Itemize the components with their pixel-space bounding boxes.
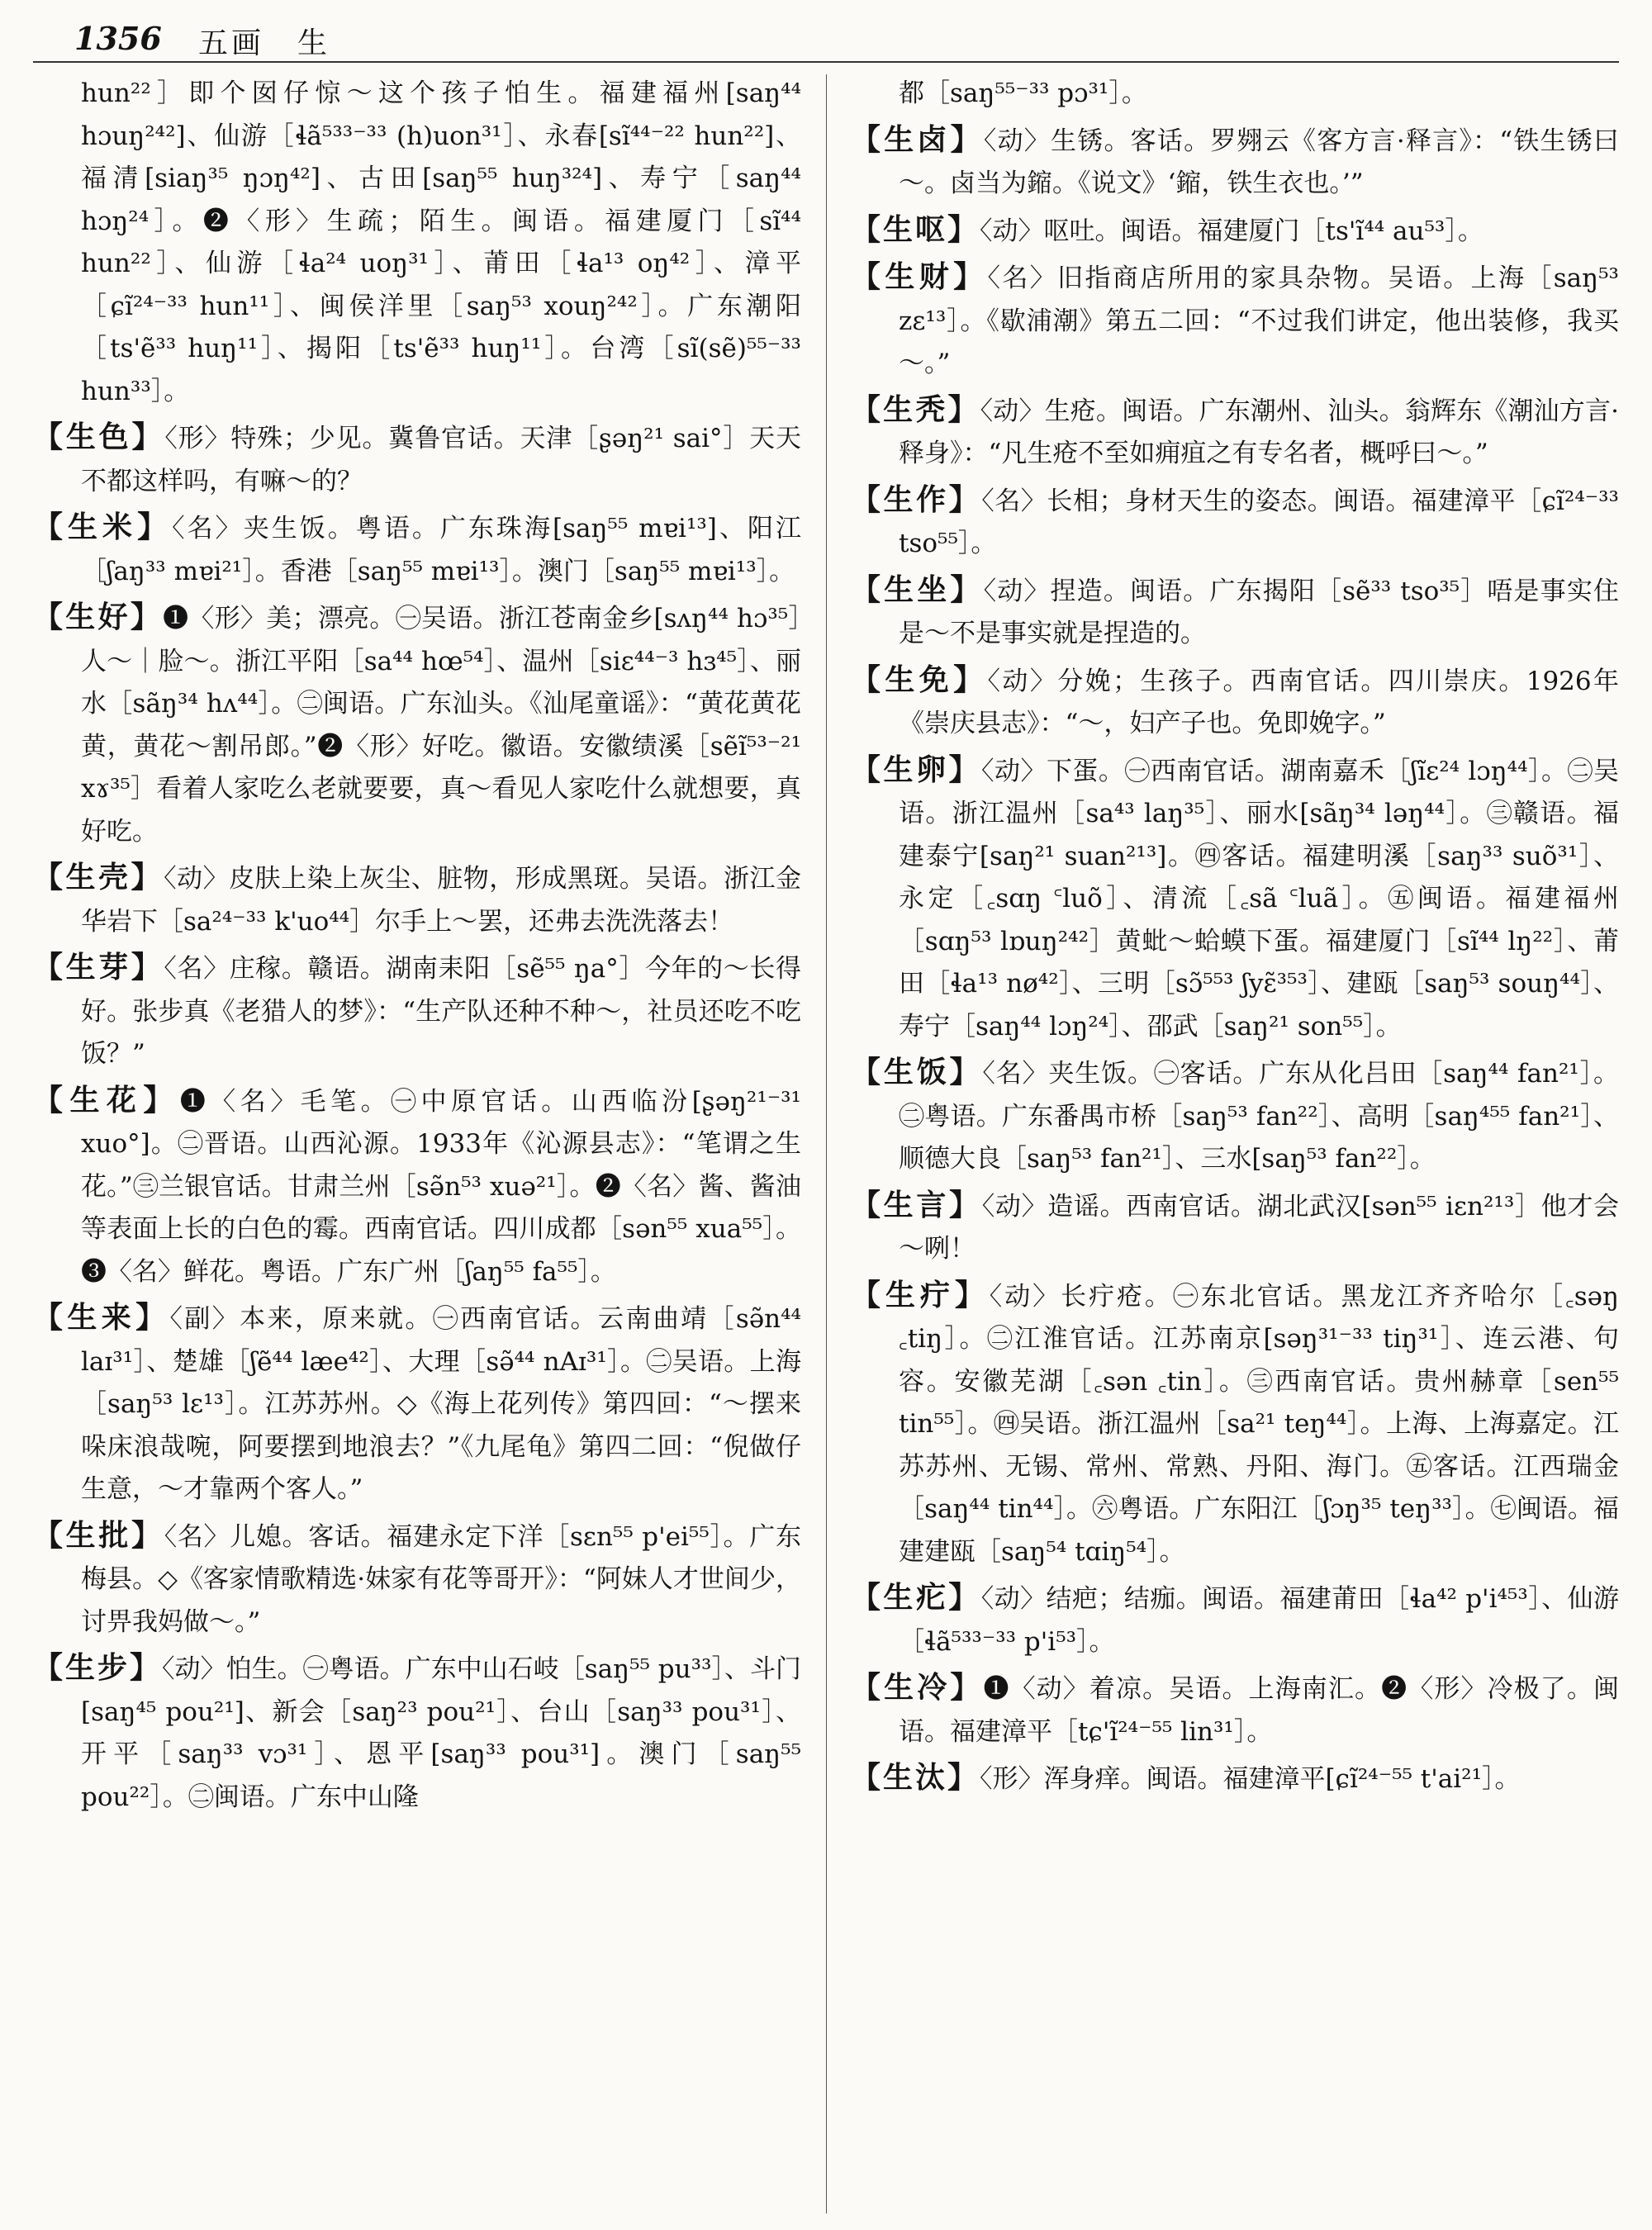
entry-headword: 【生来】: [33, 1300, 170, 1335]
column-divider: [826, 74, 827, 2213]
entry-text: 〈动〉分娩；生孩子。西南官话。四川崇庆。1926年《崇庆县志》：“～，妇产子也。免即娩字。”: [899, 666, 1619, 738]
entry-headword: 【生言】: [851, 1187, 982, 1222]
dictionary-entry: [851, 1274, 1619, 1574]
entry-text: 〈名〉庄稼。赣语。湖南耒阳［sẽ⁵⁵ ŋa°］今年的～长得好。张步真《老猎人的梦》：“生产队还种不种～，社员还吃不吃饭？”: [81, 954, 801, 1069]
dictionary-entry: [33, 1297, 801, 1511]
dictionary-entry: [33, 947, 801, 1076]
entry-headword: 【生壳】: [33, 860, 164, 894]
entry-headword: 【生饭】: [851, 1055, 983, 1089]
entry-text: 〈名〉儿媳。客话。福建永定下洋［sɛn⁵⁵ p'ei⁵⁵］。广东梅县。◇《客家情歌精选·妹家有花等哥开》：“阿妹人才世间少，讨畀我妈做～。”: [81, 1521, 801, 1637]
dictionary-entry: [33, 856, 801, 943]
dictionary-entry: [851, 569, 1619, 656]
dictionary-entry: [851, 479, 1619, 566]
entry-headword: 【生呕】: [851, 211, 980, 247]
entry-headword: 【生芽】: [33, 950, 164, 985]
entry-text: hun²²］即个囡仔惊～这个孩子怕生。福建福州[saŋ⁴⁴ hɔuŋ²⁴²]、仙游［ɬã⁵³³⁻³³ (h)uon³¹］、永春[sĩ⁴⁴⁻²² hun²²]、福清[siaŋ³⁵ ŋɔŋ⁴²]、古田[saŋ⁵⁵ huŋ³²⁴]、寿宁［saŋ⁴⁴ hɔŋ²⁴］。❷〈形〉生疏；陌生。闽语。福建厦门［sĩ⁴⁴ hun²²］、仙游［ɬa²⁴ uoŋ³¹］、莆田［ɬa¹³ oŋ⁴²］、漳平［ɕĩ²⁴⁻³³ hun¹¹］、闽侯洋里［saŋ⁵³ xouŋ²⁴²］。广东潮阳［ts'ẽ³³ huŋ¹¹］、揭阳［ts'ẽ³³ huŋ¹¹］。台湾［sĩ(sẽ)⁵⁵⁻³³ hun³³］。: [81, 78, 801, 406]
entry-text: 〈名〉夹生饭。粤语。广东珠海[saŋ⁵⁵ mɐi¹³]、阳江［ʃaŋ³³ mɐi²¹］。香港［saŋ⁵⁵ mɐi¹³］。澳门［saŋ⁵⁵ mɐi¹³］。: [81, 514, 801, 586]
dictionary-entry: [851, 256, 1619, 386]
entry-text: 〈动〉皮肤上染上灰尘、脏物，形成黑斑。吴语。浙江金华岩下［sa²⁴⁻³³ k'uo⁴⁴］尔手上～罢，还弗去洗洗落去！: [81, 864, 801, 937]
page-header: [33, 12, 1619, 63]
dictionary-entry: [851, 1051, 1619, 1181]
dictionary-entry: [33, 71, 801, 413]
dictionary-entry: [33, 596, 801, 853]
entry-text: 都［saŋ⁵⁵⁻³³ pɔ³¹］。: [899, 78, 1147, 108]
entry-headword: 【生财】: [851, 259, 988, 294]
entry-headword: 【生米】: [33, 510, 173, 544]
entry-text: 〈动〉下蛋。㊀西南官话。湖南嘉禾［ʃĩɛ²⁴ lɔŋ⁴⁴］。㊁吴语。浙江温州［sa⁴³ laŋ³⁵］、丽水[sãŋ³⁴ ləŋ⁴⁴］。㊂赣语。福建泰宁[saŋ²¹ suan²¹³]。㊃客话。福建明溪［saŋ³³ suõ³¹］、永定［꜀sɑŋ ꜂luõ］、清流［꜀sã ꜂luã］。㊄闽语。福建福州［sɑŋ⁵³ lɒuŋ²⁴²］黄蚍～蛤蟆下蛋。福建厦门［sĩ⁴⁴ lŋ²²］、莆田［ɬa¹³ nø⁴²］、三明［sɔ̃⁵⁵³ ʃyɛ̃³⁵³］、建瓯［saŋ⁵³ souŋ⁴⁴］、寿宁［saŋ⁴⁴ lɔŋ²⁴］、邵武［saŋ²¹ son⁵⁵］。: [899, 756, 1619, 1041]
entry-headword: 【生步】: [33, 1650, 163, 1685]
dictionary-entry: [851, 749, 1619, 1049]
dictionary-entry: [851, 1757, 1619, 1801]
entry-text: 〈动〉呕吐。闽语。福建厦门［ts'ĩ⁴⁴ au⁵³］。: [980, 216, 1483, 246]
entry-headword: 【生免】: [851, 662, 988, 697]
entry-headword: 【生色】: [33, 420, 165, 454]
entry-text: ❶〈名〉毛笔。㊀中原官话。山西临汾[ʂəŋ²¹⁻³¹ xuo°]。㊁晋语。山西沁源。1933年《沁源县志》：“笔谓之生花。”㊂兰银官话。甘肃兰州［sə̃n⁵³ xuə²¹］。❷〈名〉酱、酱油等表面上长的白色的霉。西南官话。四川成都［sən⁵⁵ xua⁵⁵］。❸〈名〉鲜花。粤语。广东广州［ʃaŋ⁵⁵ fa⁵⁵］。: [81, 1086, 801, 1287]
entry-text: ❶〈动〉着凉。吴语。上海南汇。❷〈形〉冷极了。闽语。福建漳平［tɕ'ĩ²⁴⁻⁵⁵ lin³¹］。: [899, 1674, 1619, 1747]
entry-headword: 【生冷】: [851, 1670, 984, 1705]
entry-text: 〈动〉怕生。㊀粤语。广东中山石岐［saŋ⁵⁵ pu³³］、斗门[saŋ⁴⁵ pou²¹]、新会［saŋ²³ pou²¹］、台山［saŋ³³ pou³¹］、开平［saŋ³³ vɔ³¹］、恩平[saŋ³³ pou³¹]。澳门［saŋ⁵⁵ pou²²］。㊁闽语。广东中山隆: [81, 1654, 801, 1812]
entry-text: 〈动〉结疤；结痂。闽语。福建莆田［ɬa⁴² p'i⁴⁵³］、仙游［ɬã⁵³³⁻³³ p'i⁵³］。: [899, 1584, 1619, 1657]
entry-headword: 【生批】: [33, 1517, 164, 1553]
entry-headword: 【生卤】: [851, 121, 984, 157]
entry-text: ❶〈形〉美；漂亮。㊀吴语。浙江苍南金乡[sʌŋ⁴⁴ hɔ³⁵］人～｜脸～。浙江平阳［sa⁴⁴ hœ⁵⁴］、温州［siɛ⁴⁴⁻³ hɜ⁴⁵］、丽水［sãŋ³⁴ hʌ⁴⁴］。㊁闽语。广东汕头。《汕尾童谣》：“黄花黄花黄，黄花～割吊郎。”❷〈形〉好吃。徽语。安徽绩溪［sẽĩ⁵³⁻²¹ xɤ³⁵］看着人家吃么老就要要，真～看见人家吃什么就想要，真好吃。: [81, 604, 801, 847]
dictionary-entry: [851, 1184, 1619, 1271]
entry-text: 〈动〉长疔疮。㊀东北官话。黑龙江齐齐哈尔［꜀səŋ ꜀tiŋ］。㊁江淮官话。江苏南京[səŋ³¹⁻³³ tiŋ³¹］、连云港、句容。安徽芜湖［꜀sən ꜀tin］。㊂西南官话。贵州赫章［sen⁵⁵ tin⁵⁵］。㊃吴语。浙江温州［sa²¹ teŋ⁴⁴］。上海、上海嘉定。江苏苏州、无锡、常州、常熟、丹阳、海门。㊄客话。江西瑞金［saŋ⁴⁴ tin⁴⁴］。㊅粤语。广东阳江［ʃɔŋ³⁵ teŋ³³］。㊆闽语。福建建瓯［saŋ⁵⁴ tɑiŋ⁵⁴］。: [899, 1281, 1619, 1567]
entry-text: 〈副〉本来，原来就。㊀西南官话。云南曲靖［sə̃n⁴⁴ laɪ³¹］、楚雄［ʃẽ⁴⁴ læe⁴²］、大理［sə̃⁴⁴ nAɪ³¹］。㊁吴语。上海［saŋ⁵³ lɛ¹³］。江苏苏州。◇《海上花列传》第四回：“～摆来哚床浪哉啘，阿要摆到地浪去？”《九尾龟》第四二回：“倪做仔生意，～才靠两个客人。”: [81, 1304, 801, 1504]
entry-text: 〈名〉旧指商店所用的家具杂物。吴语。上海［saŋ⁵³ zɛ¹³］。《歇浦潮》第五二回：“不过我们讲定，他出装修，我买～。”: [899, 263, 1619, 378]
entry-text: 〈形〉特殊；少见。冀鲁官话。天津［ʂəŋ²¹ sai°］天天不都这样吗，有嘛～的？: [81, 424, 801, 496]
right-column: [851, 71, 1619, 2218]
dictionary-entry: [851, 71, 1619, 116]
entry-headword: 【生好】: [33, 600, 164, 634]
entry-headword: 【生作】: [851, 482, 982, 517]
entry-text: 〈名〉长相；身材天生的姿态。闽语。福建漳平［ɕĩ²⁴⁻³³ tso⁵⁵］。: [899, 486, 1619, 558]
dictionary-entry: [33, 1515, 801, 1644]
dictionary-entry: [33, 1079, 801, 1294]
section-title: 五画 生: [198, 26, 331, 60]
dictionary-entry: [851, 119, 1619, 206]
left-column: [33, 71, 801, 2218]
dictionary-entry: [851, 659, 1619, 746]
dictionary-entry: [33, 506, 801, 593]
dictionary-entry: [851, 1667, 1619, 1753]
dictionary-entry: [33, 1647, 801, 1819]
entry-headword: 【生汰】: [851, 1760, 980, 1795]
dictionary-entry: [851, 1577, 1619, 1663]
dictionary-entry: [851, 389, 1619, 476]
entry-headword: 【生坐】: [851, 572, 984, 607]
entry-text: 〈动〉生疮。闽语。广东潮州、汕头。翁辉东《潮汕方言·释身》：“凡生疮不至如痈疽之有专名者，概呼曰～。”: [899, 396, 1619, 468]
entry-headword: 【生花】: [33, 1082, 180, 1117]
dictionary-entry: [851, 209, 1619, 254]
header-rule: [33, 61, 1619, 63]
entry-headword: 【生卵】: [851, 752, 981, 787]
entry-headword: 【生秃】: [851, 391, 980, 427]
entry-text: 〈动〉生锈。客话。罗翙云《客方言·释言》：“铁生锈曰～。卤当为鏥。《说文》‘鏥，铁生衣也。’”: [899, 126, 1619, 198]
entry-headword: 【生疕】: [851, 1580, 981, 1615]
dictionary-entry: [33, 416, 801, 503]
entry-text: 〈名〉夹生饭。㊀客话。广东从化吕田［saŋ⁴⁴ fan²¹］。㊁粤语。广东番禺市桥［saŋ⁵³ fan²²］、高明［saŋ⁴⁵⁵ fan²¹］、顺德大良［saŋ⁵³ fan²¹］、三水[saŋ⁵³ fan²²］。: [899, 1059, 1619, 1174]
entry-headword: 【生疔】: [851, 1277, 990, 1312]
entry-text: 〈形〉浑身痒。闽语。福建漳平[ɕĩ²⁴⁻⁵⁵ t'ai²¹］。: [980, 1764, 1521, 1794]
entry-text: 〈动〉捏造。闽语。广东揭阳［sẽ³³ tso³⁵］唔是事实住是～不是事实就是捏造的。: [899, 576, 1619, 648]
page-number: 1356: [74, 20, 162, 57]
entry-text: 〈动〉造谣。西南官话。湖北武汉[sən⁵⁵ iɛn²¹³］他才会～咧！: [899, 1191, 1619, 1264]
